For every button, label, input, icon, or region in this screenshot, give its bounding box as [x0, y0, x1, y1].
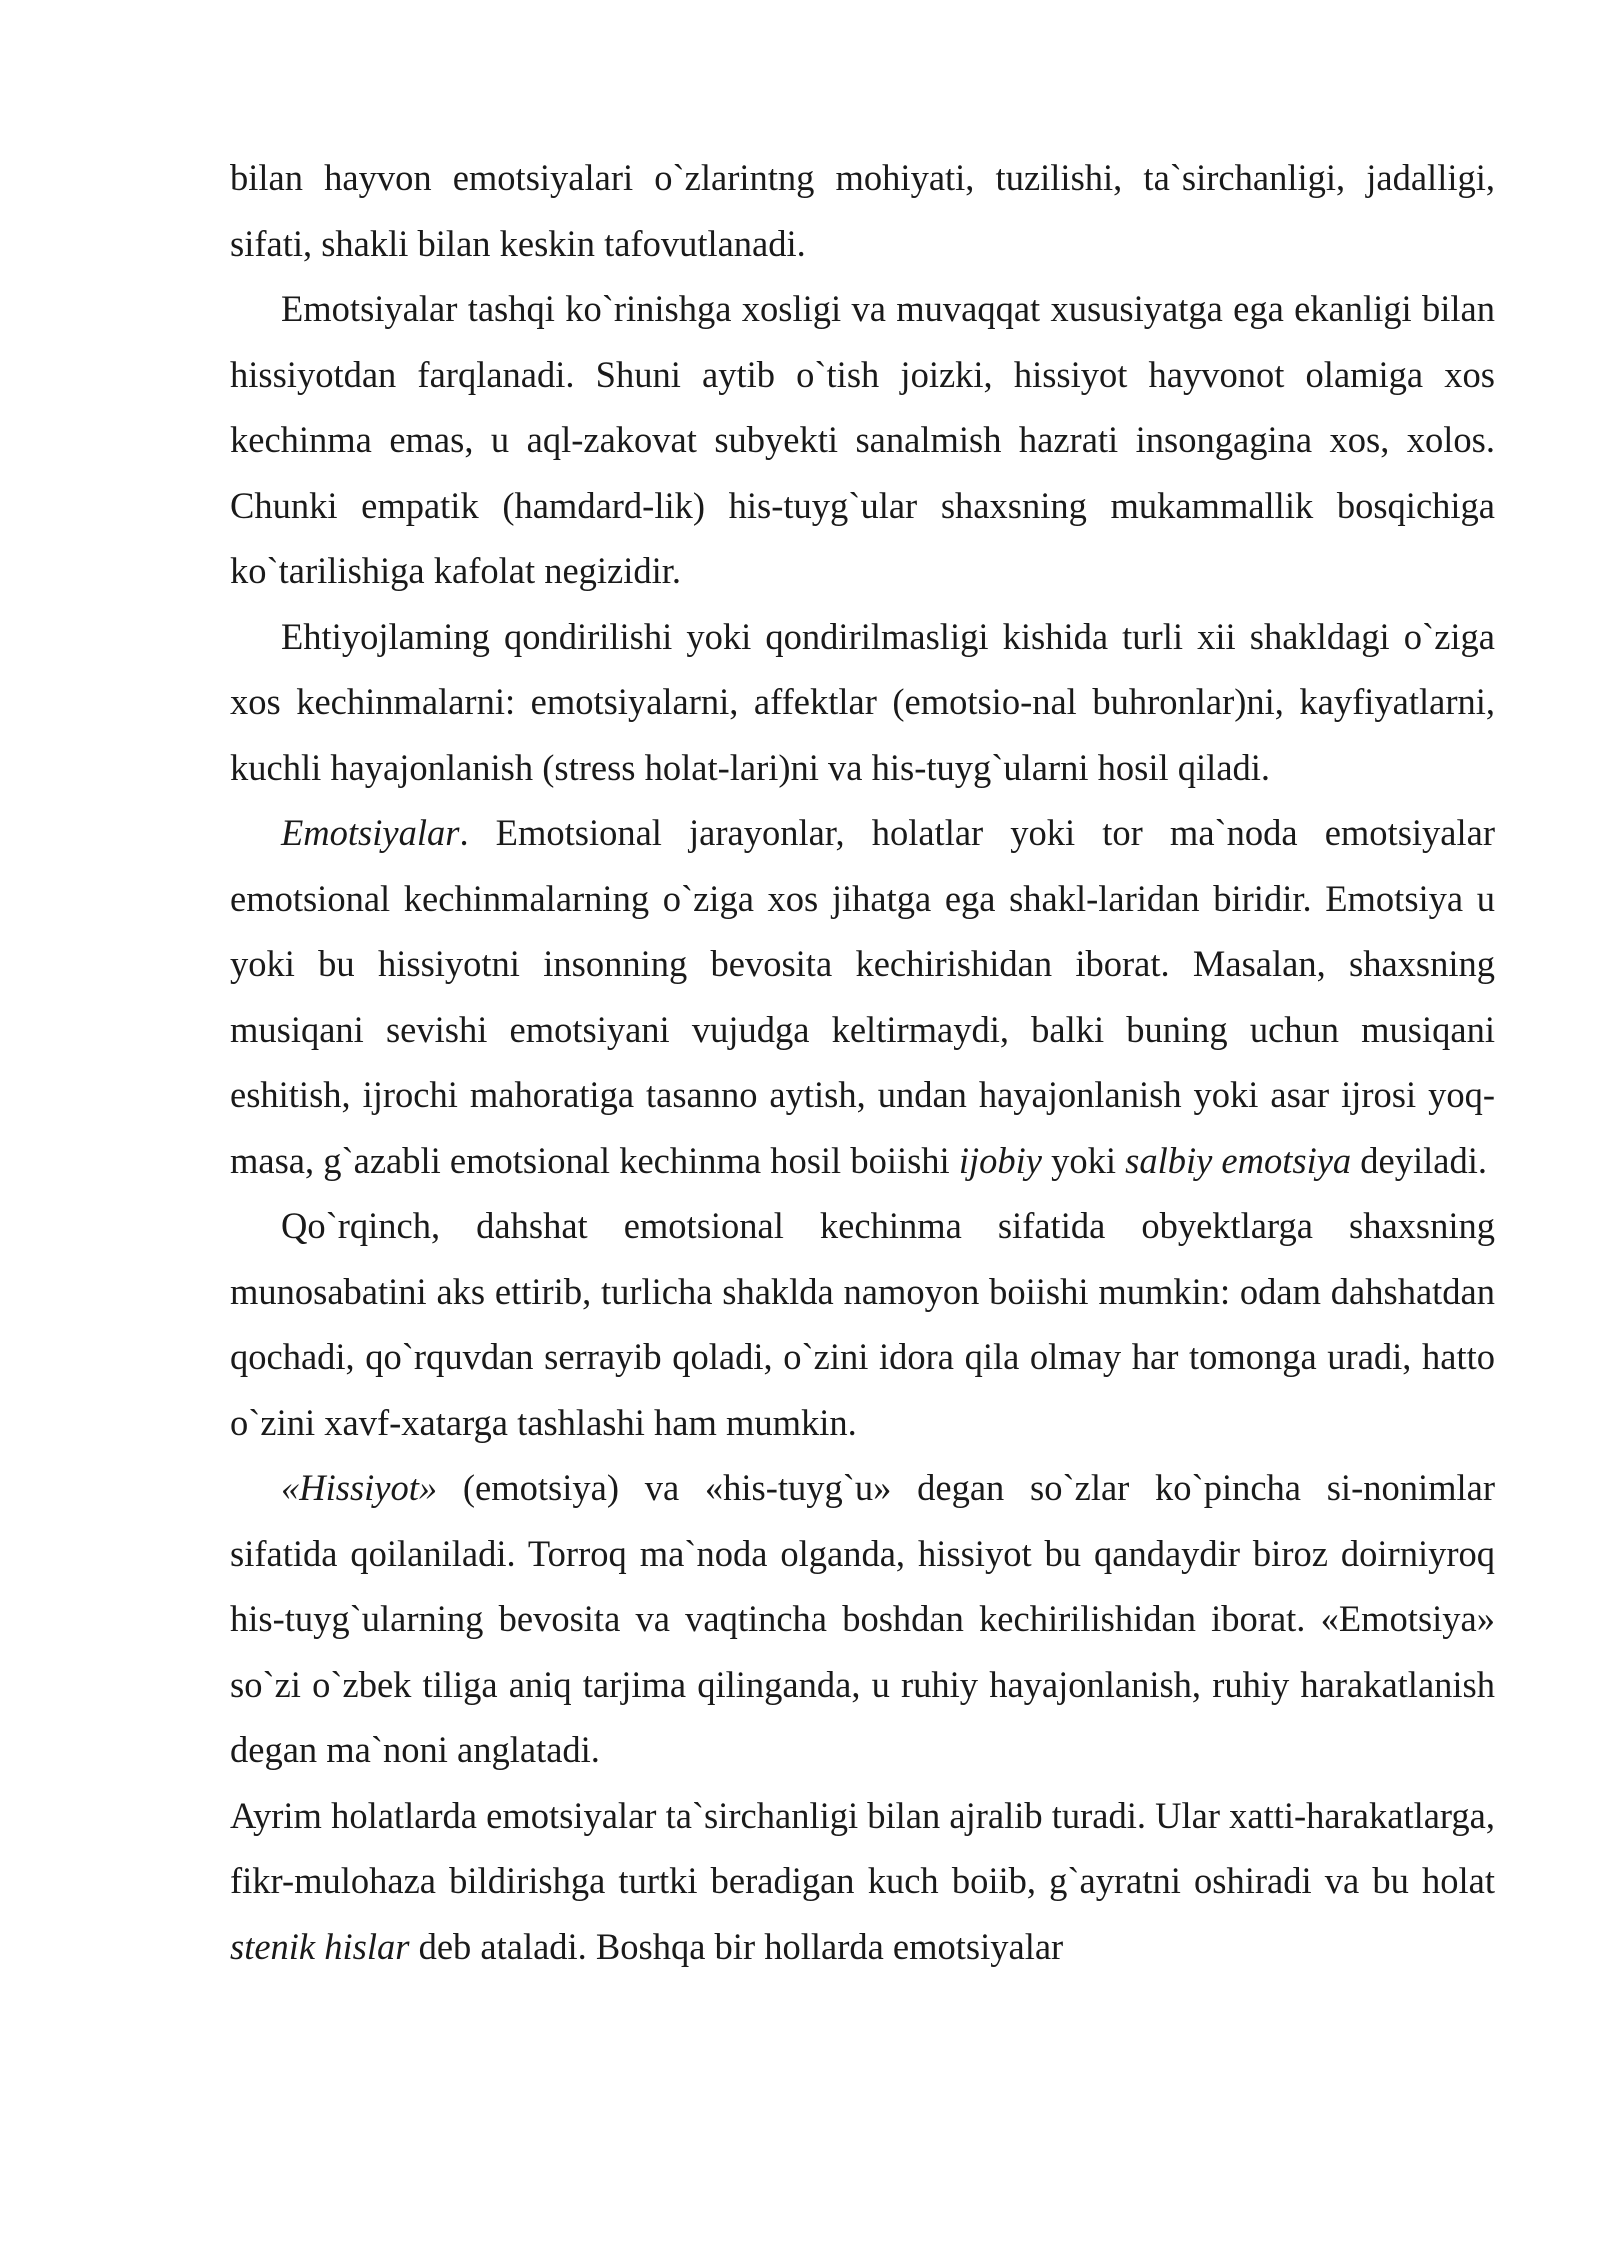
italic-term: «Hissiyot»: [281, 1467, 438, 1508]
paragraph-text: Ehtiyojlaming qondirilishi yoki qondirilmasligi kishida turli xii shakldagi o`ziga xos kechinmalarni: emotsiyalarni, affektlar (emotsio-nal buhronlar)ni, kayfiyatlarni, kuchli hayajonlanish (stress holat-lari)ni va his-tuyg`ularni hosil qiladi.: [230, 615, 1495, 788]
paragraph-text: yoki: [1041, 1139, 1126, 1181]
paragraph-text: . Emotsional jarayonlar, holatlar yoki tor ma`noda emotsiyalar emotsional kechinmalarning o`ziga xos jihatga ega shakl-laridan biridir. Emotsiya u yoki bu hissiyotni insonning bevosita kechirishidan iborat. Masalan, shaxsning musiqani sevishi emotsiyani vujudga keltirmaydi, balki buning uchun musiqani eshitish, ijrochi mahoratiga tasanno aytish, undan hayajonlanish yoki asar ijrosi yoq-masa, g`azabli emotsional kechinma hosil boiishi: [230, 812, 1495, 1181]
paragraph-text: Qo`rqinch, dahshat emotsional kechinma sifatida obyektlarga shaxsning munosabatini aks ettirib, turlicha shaklda namoyon boiishi mumkin: odam dahshatdan qochadi, qo`rquvdan serrayib qoladi, o`zini idora qila olmay har tomonga uradi, hatto o`zini xavf-xatarga tashlashi ham mumkin.: [230, 1205, 1495, 1443]
paragraph: [230, 604, 1495, 801]
paragraph-text: Emotsiyalar tashqi ko`rinishga xosligi va muvaqqat xususiyatga ega ekanligi bilan hissiyotdan farqlanadi. Shuni aytib o`tish joizki, hissiyot hayvonot olamiga xos kechinma emas, u aql-zakovat subyekti sanalmish hazrati insongagina xos, xolos. Chunki empatik (hamdard-lik) his-tuyg`ular shaxsning mukammallik bosqichiga ko`tarilishiga kafolat negizidir.: [230, 288, 1495, 591]
italic-term: ijobiy: [958, 1139, 1042, 1181]
paragraph-text: Ayrim holatlarda emotsiyalar ta`sirchanligi bilan ajralib turadi. Ular xatti-harakatlarga, fikr-mulohaza bildirishga turtki beradigan kuch boiib, g`ayratni oshiradi va bu holat: [230, 1794, 1495, 1901]
paragraph-text: bilan hayvon emotsiyalari o`zlarintng mohiyati, tuzilishi, ta`sirchanligi, jadalligi, sifati, shakli bilan keskin tafovutlanadi.: [230, 157, 1495, 264]
paragraph: [230, 800, 1495, 1193]
paragraph: [230, 1455, 1495, 1783]
italic-term: stenik hislar: [230, 1925, 410, 1967]
paragraph-text: deyiladi.: [1351, 1139, 1487, 1181]
paragraph-text: deb ataladi. Boshqa bir hollarda emotsiyalar: [409, 1925, 1064, 1967]
document-page: [230, 145, 1495, 1979]
paragraph: [230, 276, 1495, 604]
paragraph: [230, 145, 1495, 276]
italic-term: salbiy emotsiya: [1125, 1139, 1352, 1181]
paragraph-text: (emotsiya) va «his-tuyg`u» degan so`zlar ko`pincha si-nonimlar sifatida qoilaniladi. Torroq ma`noda olganda, hissiyot bu qandaydir biroz doirniyroq his-tuyg`ularning bevosita va vaqtincha boshdan kechirilishidan iborat. «Emotsiya» so`zi o`zbek tiliga aniq tarjima qilinganda, u ruhiy hayajonlanish, ruhiy harakatlanish degan ma`noni anglatadi.: [230, 1467, 1495, 1770]
paragraph: [230, 1783, 1495, 1980]
italic-term: Emotsiyalar: [281, 812, 460, 853]
paragraph: [230, 1193, 1495, 1455]
